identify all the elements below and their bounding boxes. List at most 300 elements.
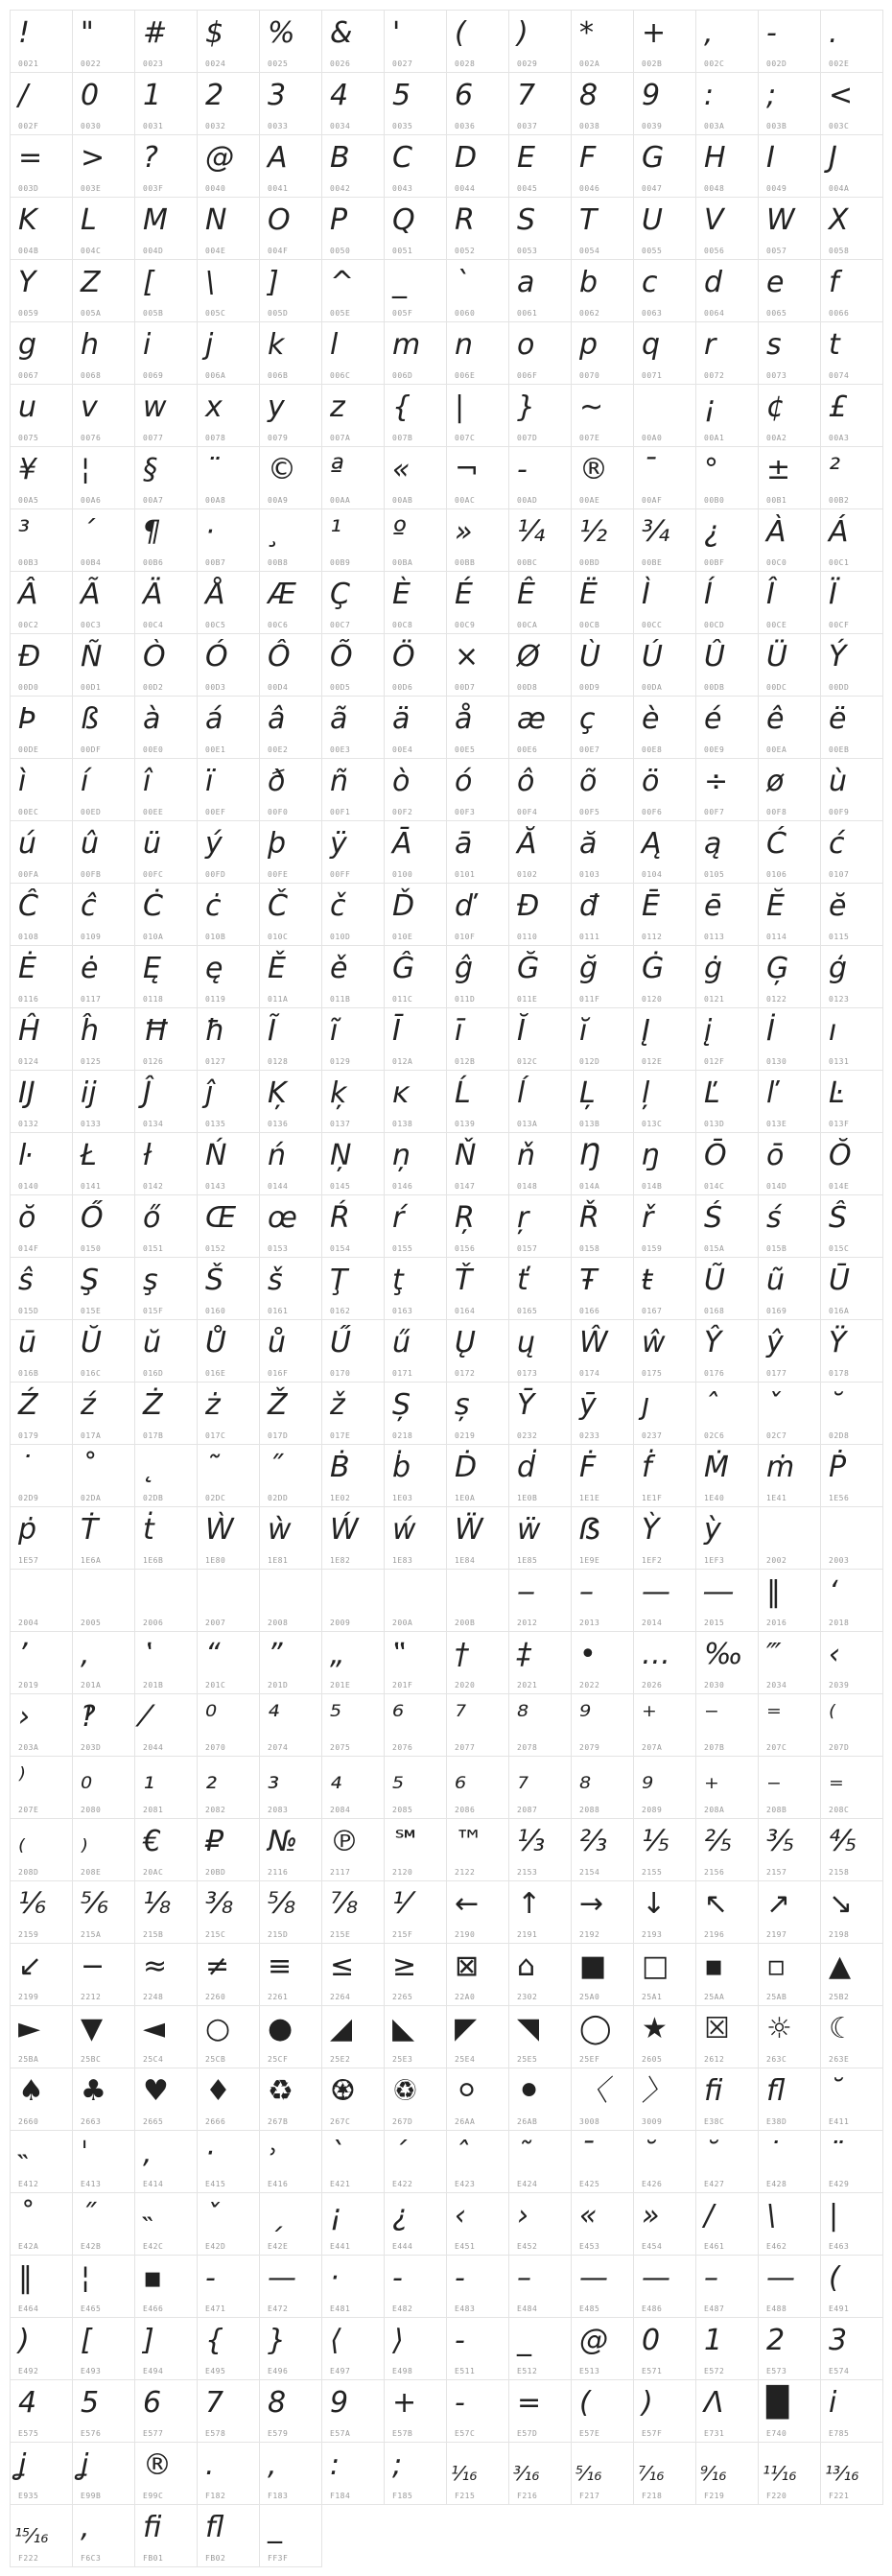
- glyph-char: Ï: [829, 578, 837, 611]
- glyph-cell: [197, 883, 260, 946]
- glyph-char: Ž: [268, 1388, 288, 1422]
- glyph-cell: [695, 384, 759, 447]
- glyph-cell: [197, 2005, 260, 2068]
- glyph-codepoint: 0025: [268, 59, 289, 68]
- glyph-cell: [259, 1070, 322, 1133]
- glyph-char: g: [18, 328, 37, 362]
- glyph-codepoint: 006A: [205, 371, 226, 380]
- glyph-char: …: [642, 1638, 670, 1671]
- glyph-cell: [72, 571, 135, 634]
- glyph-char: 4: [18, 2386, 37, 2420]
- glyph-cell: [446, 1257, 509, 1320]
- glyph-char: Į: [642, 1014, 650, 1048]
- glyph-cell: [384, 10, 447, 73]
- glyph-cell: [321, 321, 385, 385]
- glyph-cell: [446, 571, 509, 634]
- glyph-char: ↓: [642, 1887, 667, 1921]
- glyph-cell: [508, 2130, 572, 2193]
- glyph-char: #: [143, 16, 168, 50]
- glyph-codepoint: 003A: [704, 122, 725, 130]
- glyph-char: ⚪: [455, 2074, 480, 2108]
- glyph-codepoint: 3008: [579, 2117, 600, 2126]
- glyph-char: ļ: [642, 1076, 650, 1110]
- glyph-codepoint: 0035: [392, 122, 413, 130]
- glyph-cell: [633, 384, 696, 447]
- glyph-cell: [134, 1818, 198, 1881]
- glyph-codepoint: 010F: [455, 933, 476, 941]
- glyph-codepoint: E463: [829, 2242, 850, 2251]
- glyph-char: ¹⁵⁄₁₆: [14, 2524, 49, 2547]
- glyph-codepoint: 015B: [766, 1244, 787, 1253]
- glyph-codepoint: E935: [18, 2492, 39, 2500]
- glyph-codepoint: 2013: [579, 1619, 600, 1627]
- glyph-codepoint: 015A: [704, 1244, 725, 1253]
- glyph-codepoint: 014D: [766, 1182, 787, 1191]
- glyph-char: Ä: [143, 578, 163, 611]
- glyph-cell: [321, 446, 385, 509]
- glyph-cell: [633, 72, 696, 135]
- glyph-cell: [321, 1631, 385, 1694]
- glyph-cell: [10, 1818, 73, 1881]
- glyph-cell: [571, 508, 634, 572]
- glyph-char: Ŏ: [829, 1139, 852, 1172]
- glyph-cell: [259, 1818, 322, 1881]
- glyph-codepoint: 0162: [330, 1307, 351, 1315]
- glyph-codepoint: 004E: [205, 247, 226, 255]
- glyph-codepoint: 2260: [205, 1993, 226, 2001]
- glyph-cell: [72, 1132, 135, 1195]
- glyph-codepoint: F217: [579, 2492, 600, 2500]
- glyph-cell: [72, 508, 135, 572]
- glyph-codepoint: 2008: [268, 1619, 289, 1627]
- glyph-char: /: [704, 2199, 715, 2233]
- glyph-codepoint: 013B: [579, 1120, 600, 1128]
- glyph-cell: [134, 945, 198, 1008]
- glyph-char: 9: [642, 79, 661, 112]
- glyph-cell: [446, 1693, 509, 1757]
- glyph-cell: [10, 321, 73, 385]
- glyph-codepoint: 00EE: [143, 808, 164, 816]
- glyph-codepoint: 2261: [268, 1993, 289, 2001]
- glyph-cell: [10, 571, 73, 634]
- glyph-char: (: [579, 2386, 591, 2420]
- glyph-cell: [134, 384, 198, 447]
- glyph-cell: [259, 1756, 322, 1819]
- glyph-codepoint: 2077: [455, 1743, 476, 1752]
- glyph-codepoint: E740: [766, 2429, 787, 2438]
- glyph-codepoint: 0076: [81, 434, 102, 442]
- glyph-char: p: [579, 328, 599, 362]
- glyph-char: ā: [455, 827, 473, 861]
- glyph-codepoint: 014F: [18, 1244, 39, 1253]
- glyph-char: Å: [205, 578, 225, 611]
- glyph-cell: [508, 1007, 572, 1071]
- glyph-codepoint: 004A: [829, 184, 850, 193]
- glyph-cell: [820, 2068, 883, 2131]
- glyph-char: Z: [81, 266, 101, 299]
- glyph-cell: [72, 1382, 135, 1445]
- glyph-char: L: [81, 203, 97, 237]
- glyph-char: @: [205, 141, 234, 175]
- glyph-codepoint: 1E81: [268, 1556, 289, 1565]
- glyph-cell: [695, 446, 759, 509]
- glyph-char: i: [143, 328, 152, 362]
- glyph-cell: [197, 1693, 260, 1757]
- glyph-cell: [633, 508, 696, 572]
- glyph-cell: [446, 134, 509, 198]
- glyph-codepoint: 2086: [455, 1806, 476, 1814]
- glyph-cell: [384, 1569, 447, 1632]
- glyph-cell: [571, 384, 634, 447]
- glyph-char: 9: [330, 2386, 349, 2420]
- glyph-codepoint: 1E40: [704, 1494, 725, 1502]
- glyph-codepoint: F215: [455, 2492, 476, 2500]
- glyph-codepoint: F221: [829, 2492, 850, 2500]
- glyph-char: ē: [704, 889, 722, 923]
- glyph-codepoint: 013A: [517, 1120, 538, 1128]
- glyph-codepoint: F182: [205, 2492, 226, 2500]
- glyph-cell: [820, 633, 883, 697]
- glyph-codepoint: 0056: [704, 247, 725, 255]
- glyph-cell: [197, 134, 260, 198]
- glyph-char: ⅟: [392, 1887, 410, 1921]
- glyph-codepoint: 1EF2: [642, 1556, 663, 1565]
- glyph-codepoint: 0101: [455, 870, 476, 879]
- glyph-char: ű: [392, 1326, 411, 1359]
- glyph-codepoint: 012D: [579, 1057, 600, 1066]
- glyph-codepoint: 2039: [829, 1681, 850, 1690]
- glyph-cell: [508, 1257, 572, 1320]
- glyph-cell: [10, 1880, 73, 1944]
- glyph-codepoint: 00E2: [268, 745, 289, 754]
- glyph-codepoint: E414: [143, 2180, 164, 2188]
- glyph-cell: [695, 508, 759, 572]
- glyph-cell: [72, 10, 135, 73]
- glyph-char: Ș: [392, 1388, 411, 1422]
- glyph-char: ŏ: [18, 1201, 36, 1235]
- glyph-char: 1: [143, 79, 162, 112]
- glyph-cell: [321, 384, 385, 447]
- glyph-cell: [197, 197, 260, 260]
- glyph-char: ¯: [642, 453, 656, 486]
- glyph-codepoint: 00EA: [766, 745, 787, 754]
- glyph-codepoint: 00D9: [579, 683, 600, 692]
- glyph-cell: [259, 1444, 322, 1507]
- glyph-cell: [446, 1569, 509, 1632]
- glyph-codepoint: 0151: [143, 1244, 164, 1253]
- glyph-codepoint: 0146: [392, 1182, 413, 1191]
- glyph-cell: [571, 2379, 634, 2443]
- glyph-char: S: [517, 203, 536, 237]
- glyph-codepoint: 02DC: [205, 1494, 226, 1502]
- glyph-cell: [384, 259, 447, 322]
- glyph-codepoint: 2191: [517, 1930, 538, 1939]
- glyph-cell: [633, 1382, 696, 1445]
- glyph-char: o: [517, 328, 535, 362]
- glyph-char: Ū: [829, 1264, 850, 1297]
- glyph-char: ≤: [330, 1950, 355, 1983]
- glyph-cell: [508, 1569, 572, 1632]
- glyph-char: ṗ: [18, 1513, 37, 1547]
- glyph-cell: [571, 1569, 634, 1632]
- glyph-cell: [321, 1257, 385, 1320]
- glyph-cell: [758, 1257, 821, 1320]
- glyph-char: ŕ: [392, 1201, 405, 1235]
- glyph-codepoint: 013C: [642, 1120, 663, 1128]
- glyph-char: Λ: [704, 2386, 724, 2420]
- glyph-codepoint: 00D6: [392, 683, 413, 692]
- glyph-cell: [259, 134, 322, 198]
- glyph-char: Ð: [18, 640, 41, 674]
- glyph-codepoint: 25A0: [579, 1993, 600, 2001]
- glyph-cell: [758, 1631, 821, 1694]
- glyph-codepoint: 0174: [579, 1369, 600, 1378]
- glyph-codepoint: 0107: [829, 870, 850, 879]
- glyph-char: Ņ: [330, 1139, 352, 1172]
- glyph-codepoint: 00BE: [642, 558, 663, 567]
- glyph-codepoint: 2006: [143, 1619, 164, 1627]
- glyph-codepoint: E453: [579, 2242, 600, 2251]
- glyph-cell: [446, 2130, 509, 2193]
- glyph-char: B: [330, 141, 350, 175]
- glyph-codepoint: 02DD: [268, 1494, 289, 1502]
- glyph-codepoint: 25BA: [18, 2055, 39, 2064]
- glyph-cell: [508, 2005, 572, 2068]
- glyph-cell: [10, 1444, 73, 1507]
- glyph-cell: [321, 696, 385, 759]
- glyph-char: n: [455, 328, 474, 362]
- glyph-cell: [321, 1756, 385, 1819]
- glyph-codepoint: 00CE: [766, 621, 787, 629]
- glyph-cell: [633, 1943, 696, 2006]
- glyph-cell: [259, 2130, 322, 2193]
- glyph-codepoint: 267D: [392, 2117, 413, 2126]
- glyph-cell: [695, 1070, 759, 1133]
- glyph-char: ↘: [829, 1887, 854, 1921]
- glyph-cell: [259, 1569, 322, 1632]
- glyph-char: ŵ: [642, 1326, 666, 1359]
- glyph-codepoint: E571: [642, 2367, 663, 2375]
- glyph-char: »: [455, 515, 473, 549]
- glyph-codepoint: 00D4: [268, 683, 289, 692]
- glyph-char: ⟩: [392, 2324, 404, 2357]
- glyph-codepoint: E428: [766, 2180, 787, 2188]
- glyph-cell: [695, 259, 759, 322]
- glyph-char: —: [642, 2261, 670, 2295]
- glyph-cell: [259, 1319, 322, 1383]
- glyph-codepoint: 00E3: [330, 745, 351, 754]
- glyph-cell: [571, 134, 634, 198]
- glyph-codepoint: 25C4: [143, 2055, 164, 2064]
- glyph-char: ˚: [81, 1451, 95, 1484]
- glyph-codepoint: 208D: [18, 1868, 39, 1877]
- glyph-codepoint: 00C3: [81, 621, 102, 629]
- glyph-codepoint: 00BC: [517, 558, 538, 567]
- glyph-codepoint: 215A: [81, 1930, 102, 1939]
- glyph-cell: [695, 2130, 759, 2193]
- glyph-codepoint: 0175: [642, 1369, 663, 1378]
- glyph-cell: [508, 259, 572, 322]
- glyph-cell: [384, 883, 447, 946]
- glyph-char: ḋ: [517, 1451, 536, 1484]
- glyph-char: fl: [766, 2074, 786, 2108]
- glyph-codepoint: 0179: [18, 1431, 39, 1440]
- glyph-char: fl: [205, 2511, 224, 2544]
- glyph-codepoint: 2265: [392, 1993, 413, 2001]
- glyph-char: (: [829, 2261, 840, 2295]
- glyph-cell: [197, 1444, 260, 1507]
- glyph-cell: [820, 2442, 883, 2505]
- glyph-codepoint: E579: [268, 2429, 289, 2438]
- glyph-char: ș: [455, 1388, 470, 1422]
- glyph-cell: [758, 72, 821, 135]
- glyph-codepoint: E421: [330, 2180, 351, 2188]
- glyph-cell: [695, 72, 759, 135]
- glyph-char: ◣: [392, 2012, 415, 2045]
- glyph-codepoint: 2078: [517, 1743, 538, 1752]
- glyph-cell: [571, 758, 634, 821]
- glyph-codepoint: 2084: [330, 1806, 351, 1814]
- glyph-cell: [259, 1880, 322, 1944]
- glyph-char: ’: [18, 1638, 28, 1671]
- glyph-char: ₆: [455, 1762, 467, 1796]
- glyph-codepoint: E426: [642, 2180, 663, 2188]
- glyph-codepoint: 2020: [455, 1681, 476, 1690]
- glyph-cell: [384, 1693, 447, 1757]
- glyph-codepoint: 004D: [143, 247, 164, 255]
- glyph-char: Ģ: [766, 952, 789, 985]
- glyph-codepoint: 00E5: [455, 745, 476, 754]
- glyph-codepoint: 00C4: [143, 621, 164, 629]
- glyph-char: 2: [766, 2324, 786, 2357]
- glyph-char: █: [766, 2386, 789, 2420]
- glyph-codepoint: E42E: [268, 2242, 289, 2251]
- glyph-cell: [197, 2255, 260, 2318]
- glyph-cell: [384, 1194, 447, 1258]
- glyph-codepoint: 208B: [766, 1806, 787, 1814]
- glyph-cell: [695, 321, 759, 385]
- glyph-char: 7: [517, 79, 536, 112]
- glyph-cell: [134, 1007, 198, 1071]
- glyph-cell: [508, 820, 572, 884]
- glyph-cell: [508, 2255, 572, 2318]
- glyph-cell: [633, 446, 696, 509]
- glyph-cell: [259, 2255, 322, 2318]
- glyph-codepoint: 2248: [143, 1993, 164, 2001]
- glyph-codepoint: 25CB: [205, 2055, 226, 2064]
- glyph-cell: [571, 1506, 634, 1570]
- glyph-char: ⅜: [205, 1887, 234, 1921]
- glyph-cell: [508, 1943, 572, 2006]
- glyph-codepoint: 207D: [829, 1743, 850, 1752]
- glyph-char: ⁰: [205, 1700, 218, 1734]
- glyph-codepoint: FF3F: [268, 2554, 289, 2563]
- glyph-cell: [72, 134, 135, 198]
- glyph-codepoint: 00CF: [829, 621, 850, 629]
- glyph-codepoint: 00C1: [829, 558, 850, 567]
- glyph-cell: [321, 1569, 385, 1632]
- glyph-codepoint: 1E03: [392, 1494, 413, 1502]
- glyph-cell: [571, 1444, 634, 1507]
- glyph-char: ţ: [392, 1264, 404, 1297]
- glyph-cell: [820, 259, 883, 322]
- glyph-cell: [758, 508, 821, 572]
- glyph-char: Â: [18, 578, 38, 611]
- glyph-cell: [72, 1506, 135, 1570]
- glyph-char: ĵ: [205, 1076, 214, 1110]
- glyph-codepoint: 0108: [18, 933, 39, 941]
- glyph-char: ): [18, 2324, 30, 2357]
- glyph-char: Ś: [704, 1201, 723, 1235]
- glyph-cell: [10, 2442, 73, 2505]
- glyph-codepoint: 2009: [330, 1619, 351, 1627]
- glyph-char: ⁷: [455, 1700, 467, 1734]
- glyph-char: ĩ: [330, 1014, 339, 1048]
- glyph-cell: [633, 1756, 696, 1819]
- glyph-char: É: [455, 578, 473, 611]
- glyph-char: ★: [642, 2012, 668, 2045]
- glyph-codepoint: 011E: [517, 995, 538, 1004]
- glyph-cell: [758, 1382, 821, 1445]
- glyph-cell: [758, 2379, 821, 2443]
- glyph-codepoint: 0110: [517, 933, 538, 941]
- glyph-char: ^: [330, 266, 355, 299]
- glyph-char: Š: [205, 1264, 224, 1297]
- glyph-cell: [321, 2442, 385, 2505]
- glyph-char: ħ: [205, 1014, 225, 1048]
- glyph-codepoint: 0123: [829, 995, 850, 1004]
- glyph-char: ]: [268, 266, 279, 299]
- glyph-char: ÿ: [330, 827, 347, 861]
- glyph-char: î: [143, 765, 152, 798]
- glyph-char: ⅛: [143, 1887, 172, 1921]
- glyph-char: x: [205, 390, 223, 424]
- glyph-char: æ: [517, 702, 546, 736]
- glyph-codepoint: 2079: [579, 1743, 600, 1752]
- glyph-codepoint: 25E3: [392, 2055, 413, 2064]
- glyph-codepoint: 207C: [766, 1743, 787, 1752]
- glyph-cell: [134, 321, 198, 385]
- glyph-cell: [197, 1194, 260, 1258]
- glyph-char: ⚫: [517, 2074, 542, 2108]
- glyph-codepoint: 017A: [81, 1431, 102, 1440]
- glyph-codepoint: 2014: [642, 1619, 663, 1627]
- glyph-cell: [508, 571, 572, 634]
- glyph-codepoint: 0049: [766, 184, 787, 193]
- glyph-char: ™: [455, 1825, 483, 1858]
- glyph-cell: [259, 508, 322, 572]
- glyph-cell: [446, 1506, 509, 1570]
- glyph-codepoint: 26AA: [455, 2117, 476, 2126]
- glyph-codepoint: 002E: [829, 59, 850, 68]
- glyph-codepoint: 002D: [766, 59, 787, 68]
- glyph-cell: [446, 1194, 509, 1258]
- glyph-char: á: [205, 702, 223, 736]
- glyph-codepoint: 0111: [579, 933, 600, 941]
- glyph-codepoint: 00FC: [143, 870, 164, 879]
- glyph-char: ẁ: [268, 1513, 292, 1547]
- glyph-char: ˏ: [268, 2199, 282, 2233]
- glyph-cell: [384, 820, 447, 884]
- glyph-codepoint: 00C7: [330, 621, 351, 629]
- glyph-codepoint: E57C: [455, 2429, 476, 2438]
- glyph-char: Ť: [455, 1264, 473, 1297]
- glyph-codepoint: 2021: [517, 1681, 538, 1690]
- glyph-codepoint: 0136: [268, 1120, 289, 1128]
- glyph-cell: [446, 446, 509, 509]
- glyph-cell: [446, 1382, 509, 1445]
- glyph-char: ”: [268, 1638, 283, 1671]
